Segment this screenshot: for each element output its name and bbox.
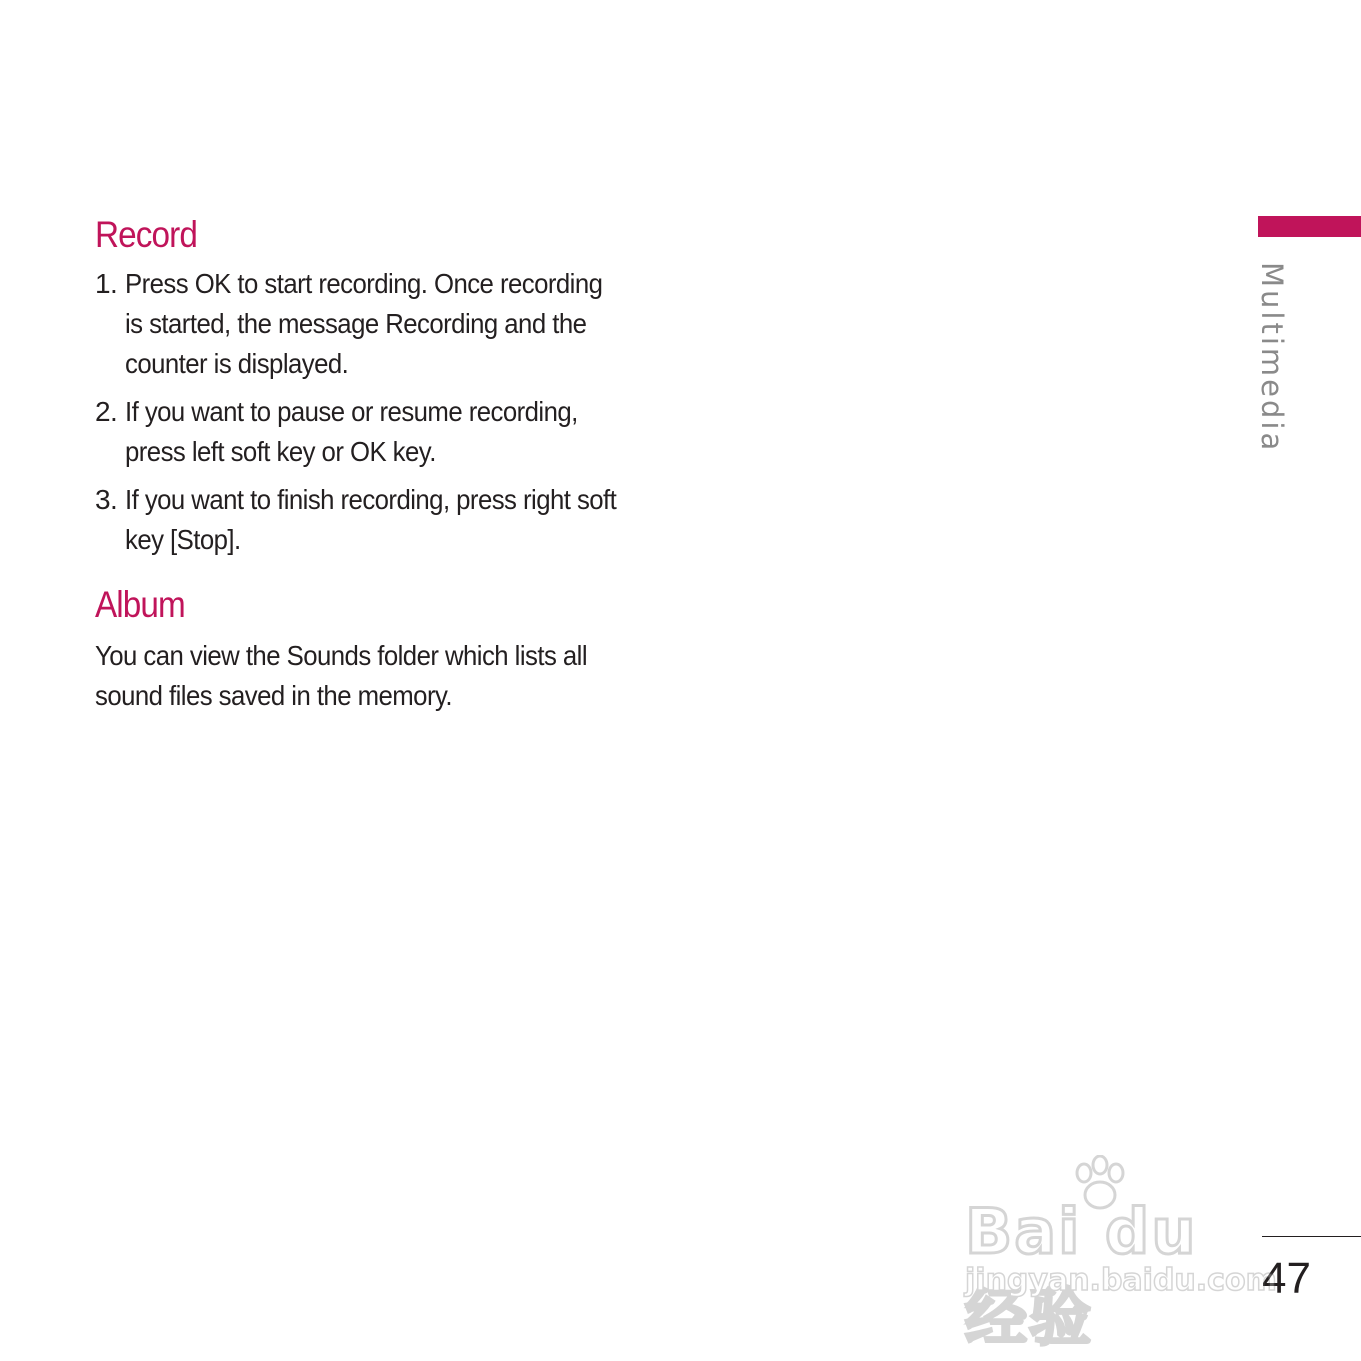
- watermark-brand: Bai du 经验: [965, 1195, 1198, 1354]
- album-heading: Album: [95, 584, 185, 625]
- main-content: [95, 212, 655, 716]
- record-steps-list: [95, 264, 655, 560]
- step-number: 2.: [95, 396, 118, 427]
- step-text: Press OK to start recording. Once recording is started, the message Recording and the counter is displayed.: [125, 268, 603, 379]
- list-item: [95, 480, 655, 560]
- album-paragraph: You can view the Sounds folder which lists all sound files saved in the memory.: [95, 640, 588, 711]
- footer-rule: [1262, 1236, 1361, 1237]
- step-number: 1.: [95, 268, 118, 299]
- step-number: 3.: [95, 484, 118, 515]
- list-item: [95, 392, 655, 472]
- step-text: If you want to pause or resume recording, press left soft key or OK key.: [125, 396, 578, 467]
- section-tab-bar: [1258, 216, 1361, 237]
- section-tab-label: Multimedia: [1255, 262, 1289, 454]
- baidu-watermark: [965, 1155, 1277, 1354]
- step-text: If you want to finish recording, press right soft key [Stop].: [125, 484, 617, 555]
- watermark-url: jingyan.baidu.com: [965, 1263, 1277, 1298]
- record-heading: Record: [95, 214, 197, 255]
- list-item: [95, 264, 655, 384]
- page-number: 47: [1262, 1254, 1311, 1303]
